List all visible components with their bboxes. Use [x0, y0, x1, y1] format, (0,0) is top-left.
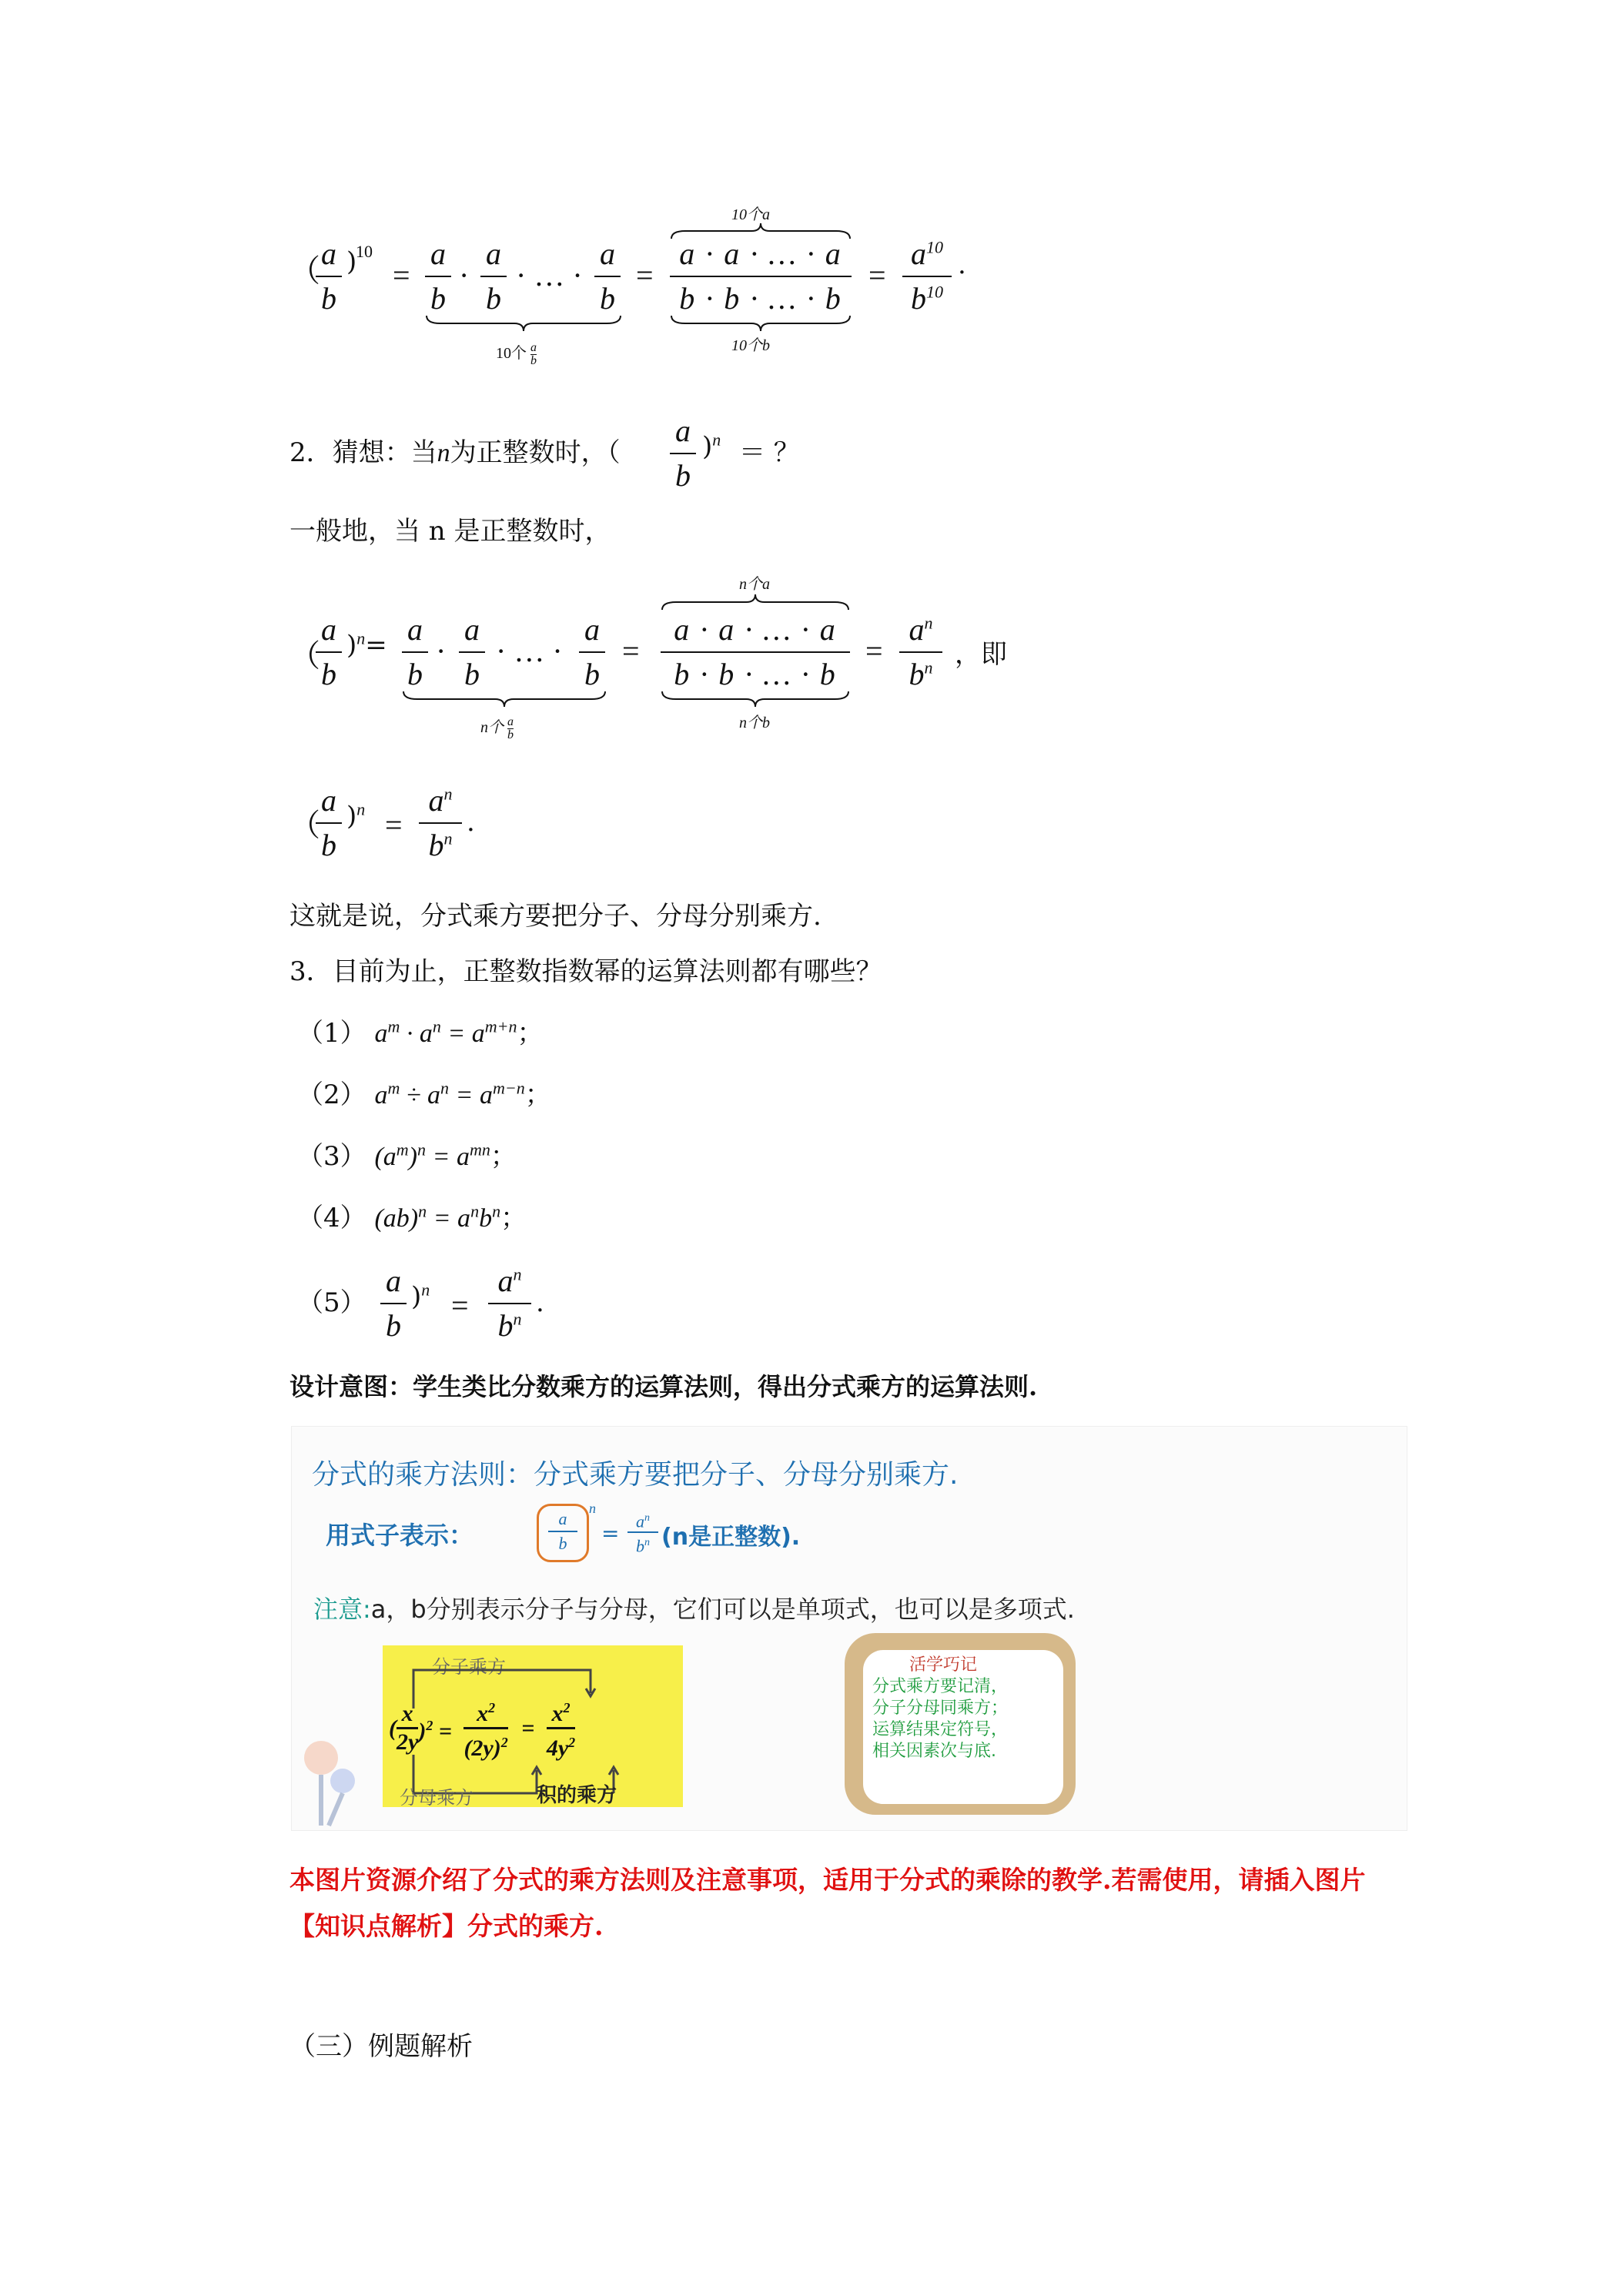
fraction-result-10: $a^{10}$ $b^{10}$: [902, 236, 952, 317]
underbrace: [402, 690, 607, 708]
example-box: [383, 1645, 683, 1807]
mnemonic-frame: [845, 1633, 1076, 1815]
exponent-10: 10: [356, 242, 373, 261]
fraction-a-product-over-b-product: a · a · … · a b · b · … · b: [670, 236, 852, 317]
rule-statement: 分式的乘方法则：分式乘方要把分子、分母分别乘方.: [312, 1459, 959, 1491]
resource-note: 本图片资源介绍了分式的乘方法则及注意事项，适用于分式的乘除的教学.若需使用，请插入图片【知识点解析】分式的乘方.: [289, 1865, 1366, 1941]
fraction-a-over-b: a b: [316, 611, 342, 693]
factor-a-over-b: a b: [402, 611, 428, 693]
brace-label-n-a: n个a: [739, 576, 770, 593]
label-numerator-power: 分子乘方: [432, 1656, 506, 1678]
summary-paragraph: 这就是说，分式乘方要把分子、分母分别乘方.: [289, 901, 822, 932]
rule-4: （4） $(ab)^n = a^nb^n$；: [297, 1201, 527, 1233]
section-heading-examples: （三）例题解析: [289, 2031, 473, 2062]
formula-note: (n是正整数).: [661, 1524, 801, 1551]
mnemonic-text: 活学巧记 分式乘方要记清， 分子分母同乘方； 运算结果定符号， 相关因素次与底.: [872, 1655, 1009, 1761]
brace-label-10-b: 10个b: [731, 337, 770, 354]
open-paren: （: [289, 253, 320, 288]
fraction-a-over-b: a b: [670, 413, 696, 494]
general-case-line: 一般地，当 n 是正整数时，: [289, 516, 611, 547]
flower-decoration-icon: [298, 1735, 360, 1827]
factor-a-over-b: a b: [579, 611, 605, 693]
question-3: 3．目前为止，正整数指数幂的运算法则都有哪些？: [289, 956, 882, 987]
underbrace: [661, 690, 850, 708]
brace-label-10-a: 10个a: [731, 206, 770, 223]
factor-a-over-b: a b: [480, 236, 507, 317]
design-intent: 设计意图：学生类比分数乘方的运算法则，得出分式乘方的运算法则.: [289, 1372, 1038, 1401]
brace-label-n-a-over-b: n个 $\frac{a}{b}$: [480, 715, 514, 741]
formula-bracket: a b: [537, 1504, 589, 1562]
question-mark: ＝ ？: [739, 437, 800, 468]
formula-row: 用式子表示：: [326, 1521, 474, 1550]
fraction-a-n-over-b-n: $a^n$ $b^n$: [899, 611, 942, 693]
example-formula: ( $\frac{x}{2y}$ )$^2$ = $\frac{x^2}{(2y)^2}$ = $\frac{x^2}{4y^2}$: [389, 1695, 575, 1762]
equals-sign: =: [393, 258, 410, 293]
factor-a-over-b: a b: [594, 236, 621, 317]
fraction-a-over-b: a b: [316, 236, 342, 317]
label-product-power: 积的乘方: [537, 1784, 617, 1807]
overbrace: [661, 593, 850, 611]
underbrace: [670, 314, 852, 333]
factor-a-over-b: a b: [459, 611, 485, 693]
rule-2: （2） $a^m \div a^n = a^{m-n}$；: [297, 1078, 551, 1110]
brace-label-n-b: n个b: [739, 715, 770, 731]
brace-label-10-a-over-b: 10个 $\frac{a}{b}$: [496, 340, 537, 367]
factor-a-over-b: a b: [425, 236, 451, 317]
note-row: 注意:a，b分别表示分子与分母，它们可以是单项式，也可以是多项式.: [313, 1595, 1075, 1624]
rule-1: （1） $a^m \cdot a^n = a^{m+n}$；: [297, 1016, 544, 1049]
knowledge-infographic: 分式的乘方法则：分式乘方要把分子、分母分别乘方. 用式子表示： a b n = $a^n$ $b^n$ (n是正整数). 注意:a，b分别表示分子与分母，它们可以是单项式，也可以是多项式. 分子乘方 ( $\frac{x}{2y}$ )$^2$ = $\frac{x^2}{(2y)^2}$ = $\frac{x^2}{4y^2}$ 分母乘方 积的乘方 活学巧记 分式乘方要记清， 分子分母同乘方； 运算结果定符号， 相关因素次与底.: [291, 1426, 1407, 1831]
fraction-a-product-over-b-product: a · a · … · a b · b · … · b: [661, 611, 850, 693]
underbrace: [425, 314, 622, 333]
conjecture-line: 2．猜想：当n为正整数时，（: [289, 437, 621, 468]
rule-3: （3） $(a^m)^n = a^{mn}$；: [297, 1140, 517, 1172]
label-denominator-power: 分母乘方: [400, 1787, 474, 1809]
